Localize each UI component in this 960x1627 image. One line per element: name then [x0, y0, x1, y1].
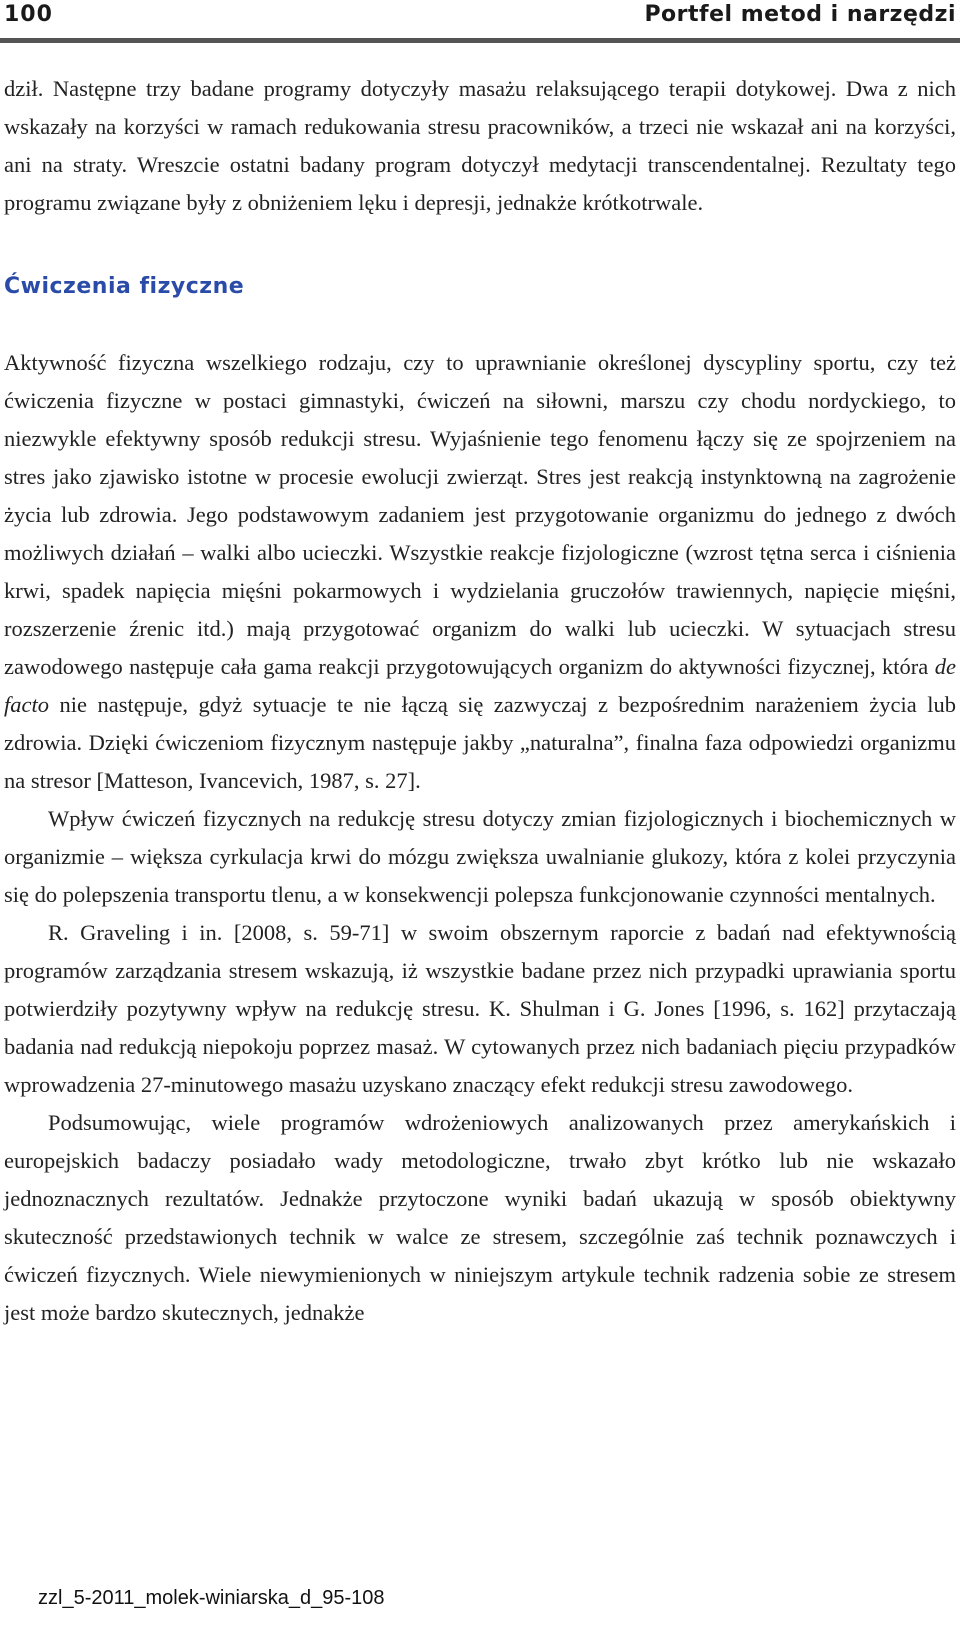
section-heading: Ćwiczenia fizyczne	[4, 274, 245, 299]
intro-paragraph: dził. Następne trzy badane programy dotyczyły masażu relaksującego terapii dotykowej. Dwa z nich wskazały na korzyści w ramach redukowania stresu pracowników, a trzeci nie wskazał ani na korzyści, ani na straty. Wreszcie ostatni badany program dotyczył medytacji transcendentalnej. Rezultaty tego programu związane były z obniżeniem lęku i depresji, jednakże krótkotrwale.	[4, 76, 956, 215]
paragraph-3: R. Graveling i in. [2008, s. 59-71] w swoim obszernym raporcie z badań nad efektywnością programów zarządzania stresem wskazują, iż wszystkie badane przez nich przypadki uprawiania sportu potwierdziły pozytywny wpływ na redukcję stresu. K. Shulman i G. Jones [1996, s. 162] przytaczają badania nad redukcją niepokoju poprzez masaż. W cytowanych przez nich badaniach pięciu przypadków wprowadzenia 27-minutowego masażu uzyskano znaczący efekt redukcji stresu zawodowego.	[4, 920, 956, 1097]
page-content	[4, 70, 956, 1332]
paragraph-1	[4, 344, 956, 800]
paragraph-4: Podsumowując, wiele programów wdrożeniowych analizowanych przez amerykańskich i europejskich badaczy posiadało wady metodologiczne, trwało zbyt krótko lub nie wskazało jednoznacznych rezultatów. Jednakże przytoczone wyniki badań ukazują w sposób obiektywny skuteczność przedstawionych technik w walce ze stresem, szczególnie zaś technik poznawczych i ćwiczeń fizycznych. Wiele niewymienionych w niniejszym artykule technik radzenia sobie ze stresem jest może bardzo skutecznych, jednakże	[4, 1110, 956, 1325]
paragraph-1-italic: de facto	[4, 654, 956, 717]
page-number: 100	[4, 2, 53, 27]
header-rule	[0, 38, 960, 43]
footer-file-label: zzl_5-2011_molek-winiarska_d_95-108	[38, 1587, 385, 1609]
running-title: Portfel metod i narzędzi	[644, 2, 956, 27]
paragraph-2: Wpływ ćwiczeń fizycznych na redukcję stresu dotyczy zmian fizjologicznych i biochemicznych w organizmie – większa cyrkulacja krwi do mózgu zwiększa uwalnianie glukozy, która z kolei przyczynia się do polepszenia transportu tlenu, a w konsekwencji polepsza funkcjonowanie czynności mentalnych.	[4, 806, 956, 907]
paragraph-1-part-b: nie następuje, gdyż sytuacje te nie łączą się zazwyczaj z bezpośrednim narażeniem życia lub zdrowia. Dzięki ćwiczeniom fizycznym następuje jakby „naturalna”, finalna faza odpowiedzi organizmu na stresor [Matteson, Ivancevich, 1987, s. 27].	[4, 692, 956, 793]
page-header	[0, 0, 960, 40]
paragraph-1-part-a: Aktywność fizyczna wszelkiego rodzaju, czy to uprawnianie określonej dyscypliny sportu, czy też ćwiczenia fizyczne w postaci gimnastyki, ćwiczeń na siłowni, marszu czy chodu nordyckiego, to niezwykle efektywny sposób redukcji stresu. Wyjaśnienie tego fenomenu łączy się ze spojrzeniem na stres jako zjawisko istotne w procesie ewolucji zwierząt. Stres jest reakcją instynktowną na zagrożenie życia lub zdrowia. Jego podstawowym zadaniem jest przygotowanie organizmu do jednego z dwóch możliwych działań – walki albo ucieczki. Wszystkie reakcje fizjologiczne (wzrost tętna serca i ciśnienia krwi, spadek napięcia mięśni pokarmowych i wydzielania gruczołów trawiennych, napięcie mięśni, rozszerzenie źrenic itd.) mają przygotować organizm do walki lub ucieczki. W sytuacjach stresu zawodowego następuje cała gama reakcji przygotowujących organizm do aktywności fizycznej, która	[4, 350, 956, 679]
